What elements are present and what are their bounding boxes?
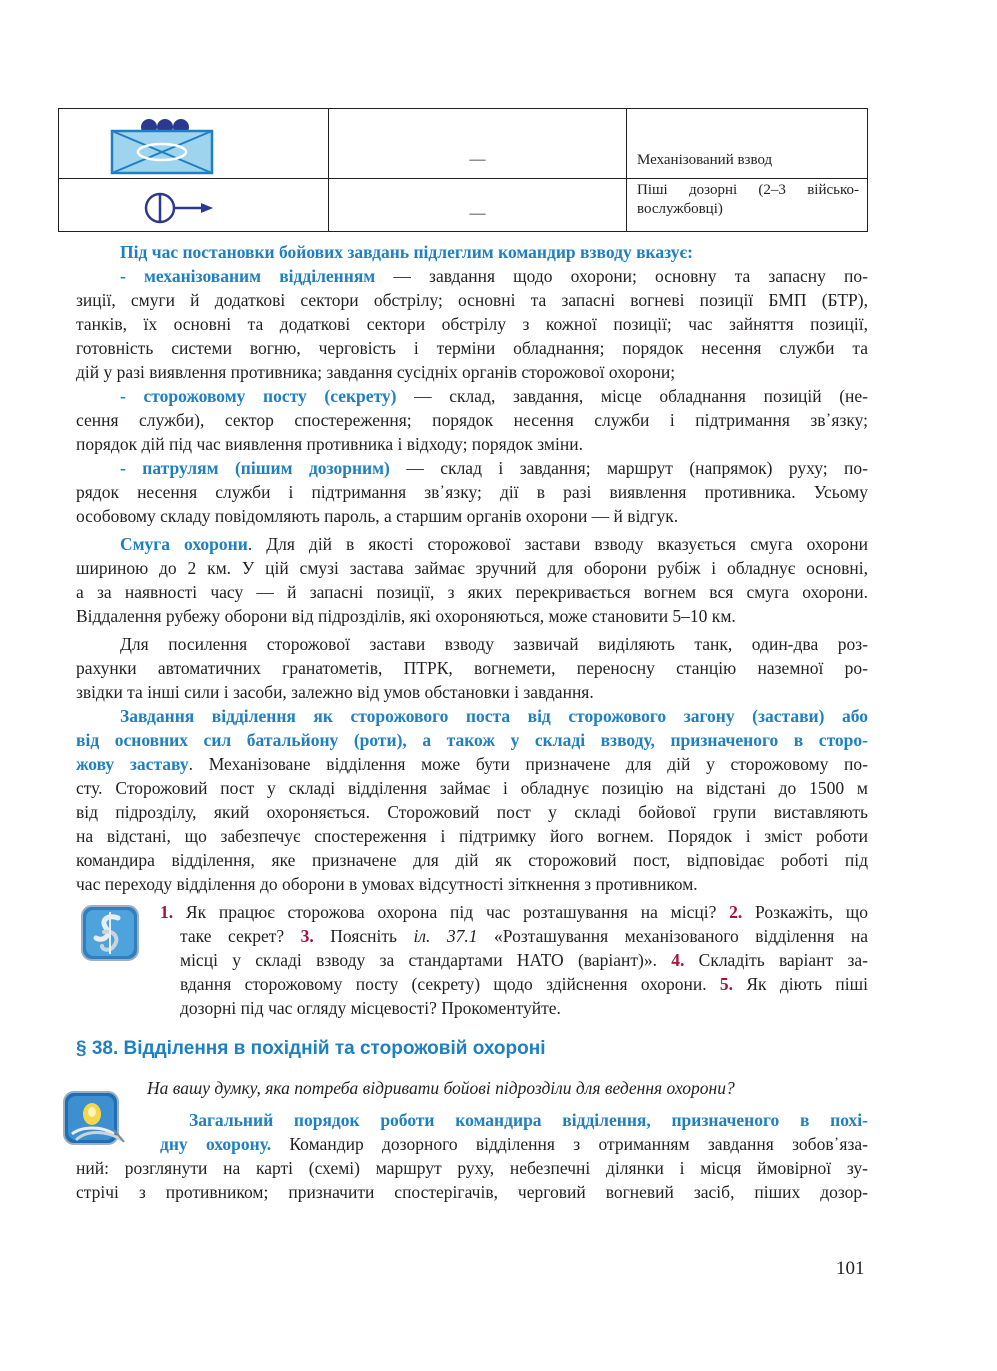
item3-text: — склад і завдання; маршрут (напрямок) руху; по- [389,458,868,478]
paragraph-line: стрічі з противником; призначити спостерігачів, черговий вогневий засіб, піших дозор- [76,1182,868,1202]
question-text: Як діють піші [733,974,868,994]
question-text: «Розташування механізованого відділення на [477,926,868,946]
question-number: 3. [300,926,314,946]
description-cell [627,109,867,178]
question-text: вдання сторожовому посту (секрету) щодо здійснення охорони. [180,974,720,994]
table-row [59,179,867,231]
band-text: . Для дій в якості сторожової застави взводу вказується смуга охорони [247,534,868,554]
question-number: 5. [719,974,734,994]
task-text: . Механізоване відділення може бути призначене для дій у сторожовому по- [188,754,868,774]
paragraph-line [76,384,868,408]
paragraph-line: Для посилення сторожової застави взводу зазвичай виділяють танк, один-два роз- [120,634,868,654]
item1-text: — завдання щодо охорони; основну та запасну по- [375,266,868,286]
dash-text: — [469,151,486,168]
paragraph-line [76,532,868,556]
item1-label: - механізованим відділенням [120,266,376,286]
lightbulb-icon [62,1090,128,1150]
question-line [180,996,868,1020]
paragraph-line: особовому складу повідомляють пароль, а старшим органів охорони — й відгук. [76,506,679,526]
item2-label: - сторожовому посту (секрету) [120,386,397,406]
description-cell [627,179,867,231]
paragraph-line: танків, їх основні та додаткові сектори обстрілу з кожної позиції; час зайняття позиції, [76,314,868,334]
symbols-table [58,108,868,232]
middle-cell [329,109,627,178]
question-text: дозорні під час огляду місцевості? Прокоментуйте. [180,998,561,1018]
paragraph-line: ний: розглянути на карті (схемі) маршрут руху, небезпечні ділянки і місця ймовірної зу- [76,1158,868,1178]
paragraph-line: порядок дій під час виявлення противника і відходу; порядок зміни. [76,434,583,454]
question-text: Поясніть [313,926,414,946]
middle-cell [329,179,627,231]
paragraph-line: на відстані, що забезпечує спостереження і підтримку його вогнем. Порядок і зміст роботи [76,826,868,846]
item2-text: — склад, завдання, місце обладнання позицій (не- [396,386,868,406]
paragraph-line: Віддалення рубежу оборони від підрозділів, які охороняються, може становити 5–10 км. [76,606,736,626]
paragraph-line [76,456,868,480]
paragraph-line [76,704,868,728]
task-heading: Завдання відділення як сторожового поста від сторожового загону (застави) або [120,706,868,726]
table-row [59,109,867,179]
description-text [637,181,859,219]
symbol-cell [59,109,329,178]
paragraph-line: час переходу відділення до оборони в умовах відсутності зіткнення з противником. [76,874,698,894]
task-heading: від основних сил батальйону (роти), а також у складі взводу, призначеного в сторо- [76,730,868,750]
illustration-reference: іл. 37.1 [413,926,478,946]
mechanized-platoon-symbol-icon [109,113,269,175]
paragraph-line: рахунки автоматичних гранатометів, ПТРК, вогнемети, переносну станцію наземної ро- [76,658,868,678]
paragraph-line: звідки та інші сили і засоби, залежно від умов обстановки і завдання. [76,682,594,702]
paragraph-line [76,264,868,288]
foot-patrol-symbol-icon [143,191,215,225]
paragraph-line: рядок несення служби і підтримання зв᾽язку; дії в разі виявлення противника. Усьому [76,482,868,502]
paragraph-line: командира відділення, яке призначене для дій як сторожовий пост, відповідає роботі під [76,850,868,870]
paragraph-line: сення служби), сектор спостереження; порядок несення служби і підтримання зв᾽язку; [76,410,868,430]
paragraph-line [76,728,868,752]
description-line: вослужбовці) [637,201,723,217]
description-text: Механізований взвод [637,152,773,168]
paragraph-line: від підрозділу, який охороняється. Сторожовий пост у складі бойової групи виставляють [76,802,868,822]
dash-text: — [469,205,486,222]
question-number: 1. [160,902,174,922]
question-line [180,972,868,996]
item3-label: - патрулям (пішим дозорним) [120,458,390,478]
paragraph-line [76,752,868,776]
paragraph-line: дій у разі виявлення противника; завдання сусідніх органів сторожової охорони; [76,362,676,382]
paragraph-line [189,1108,868,1132]
intro-heading-text: Під час постановки бойових завдань підлеглим командир взводу вказує: [120,242,693,262]
questions-icon [80,904,140,962]
paragraph-line: шириною до 2 км. У цій смузі застава займає зручний для оборони рубіж і обладнує основні, [76,558,868,578]
question-text: Складіть варіант за- [684,950,868,970]
paragraph-line [160,1132,868,1156]
sub-heading: Загальний порядок роботи командира відділення, призначеного в похі- [189,1110,868,1130]
paragraph-line: сту. Сторожовий пост у складі відділення займає і обладнує позицію на відстані до 1500 м [76,778,868,798]
question-line [180,948,868,972]
paragraph-text: Командир дозорного відділення з отриманням завдання зобов᾽яза- [271,1134,868,1154]
task-heading: жову заставу [76,754,189,774]
question-number: 2. [729,902,743,922]
question-text: Як працює сторожова охорона під час розташування на місці? [173,902,730,922]
symbol-cell [59,179,329,231]
description-line: Піші дозорні (2–3 військо- [637,182,859,198]
section-heading: § 38. Відділення в похідній та сторожовій охороні [76,1038,546,1059]
sub-heading: дну охорону. [160,1134,272,1154]
question-line [180,924,868,948]
page-number: 101 [836,1258,865,1279]
band-label: Смуга охорони [120,534,248,554]
question-text: місці у складі взводу за стандартами НАТО (варіант)». [180,950,672,970]
paragraph-line: готовність системи вогню, черговість і терміни обладнання; порядок несення служби та [76,338,868,358]
question-line [160,900,868,924]
paragraph-line: зиції, смуги й додаткові сектори обстрілу; основні та запасні вогневі позиції БМП (БТР), [76,290,868,310]
intro-heading [76,240,868,264]
question-number: 4. [671,950,685,970]
intro-question: На вашу думку, яка потреба відривати бойові підрозділи для ведення охорони? [147,1078,735,1098]
paragraph-line: а за наявності часу — й запасні позиції, з яких перекривається вогнем вся смуга охорони. [76,582,868,602]
question-text: таке секрет? [180,926,301,946]
question-text: Розкажіть, що [742,902,868,922]
